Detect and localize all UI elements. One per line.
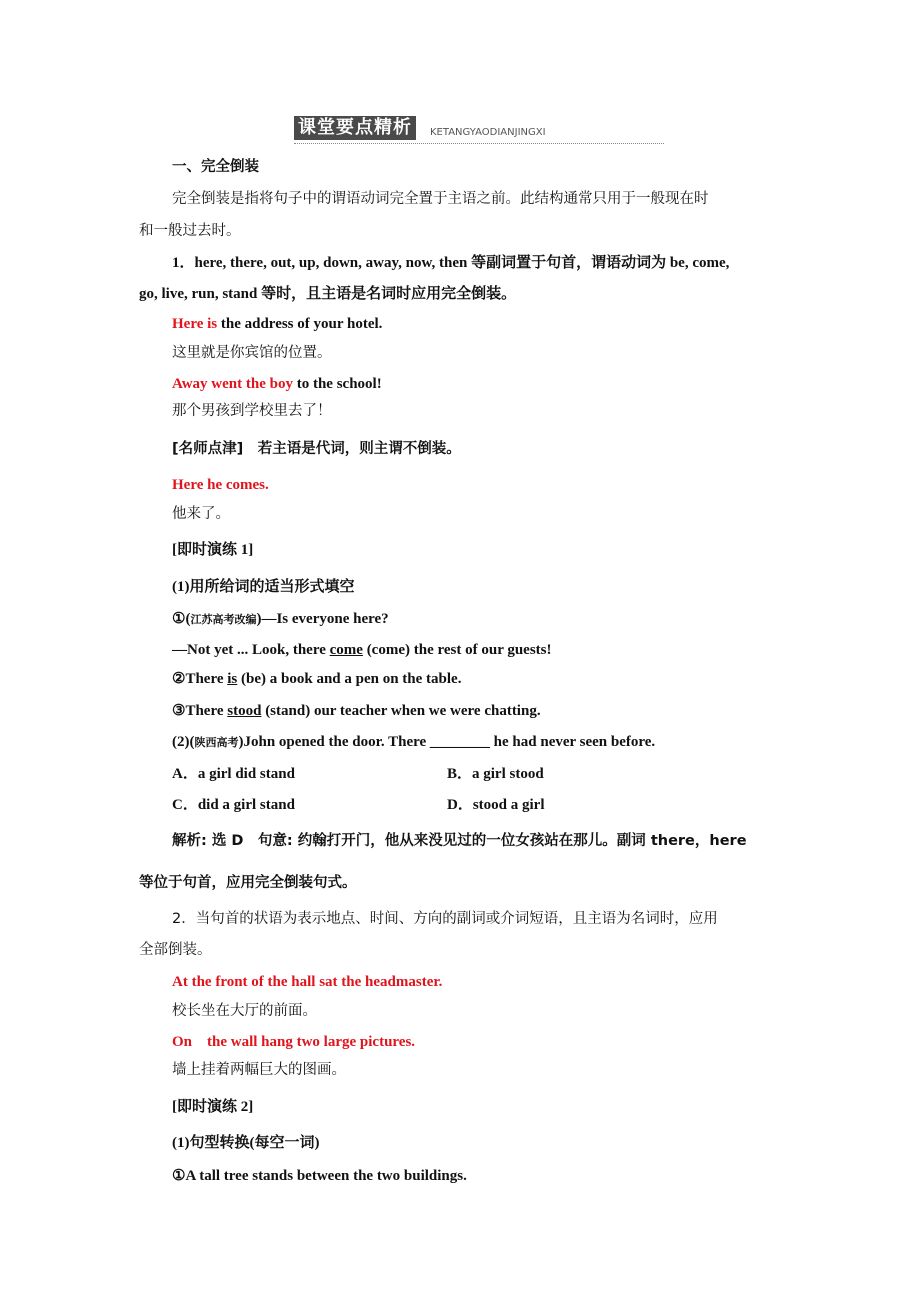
translation: 他来了。 <box>172 506 230 522</box>
source: 江苏高考改编 <box>190 613 257 626</box>
example-sentence: On the wall hang two large pictures. <box>172 1034 416 1050</box>
question-item <box>172 641 552 659</box>
translation: 墙上挂着两幅巨大的图画。 <box>172 1062 346 1078</box>
teacher-tip: [名师点津] 若主语是代词，则主谓不倒装。 <box>172 441 461 457</box>
paragraph: 和一般过去时。 <box>139 223 241 239</box>
text: )John opened the door. There ________ he had never seen before. <box>238 734 656 750</box>
rule-1-cont: go, live, run, stand 等时，且主语是名词时应用完全倒装。 <box>139 286 517 302</box>
example-sentence: Here he comes. <box>172 477 269 493</box>
example-sentence: At the front of the hall sat the headmaster. <box>172 974 443 990</box>
answer-explanation: 解析: 选 D 句意: 约翰打开门，他从来没见过的一位女孩站在那儿。副词 there，here <box>172 833 747 849</box>
option-c: C．did a girl stand <box>172 797 295 813</box>
heading-full-inversion: 一、完全倒装 <box>172 159 259 175</box>
highlight: Away went the boy <box>172 376 293 392</box>
question: (1)句型转换(每空一词) <box>172 1135 320 1151</box>
question: (1)用所给词的适当形式填空 <box>172 579 355 595</box>
rule-1: 1．here, there, out, up, down, away, now, then 等副词置于句首，谓语动词为 be, come, <box>172 255 730 271</box>
question <box>172 733 655 752</box>
answer: is <box>227 671 238 687</box>
text: to the school! <box>292 376 382 392</box>
text: )—Is everyone here? <box>256 611 389 627</box>
option-d: D．stood a girl <box>447 797 545 813</box>
answer: come <box>329 642 363 658</box>
question-item <box>172 702 541 720</box>
option-a: A．a girl did stand <box>172 766 295 782</box>
text: the address of your hotel. <box>217 316 383 332</box>
drill-heading: [即时演练 1] <box>172 542 254 558</box>
dotted-divider <box>294 143 664 144</box>
question-item <box>172 670 461 688</box>
translation: 校长坐在大厅的前面。 <box>172 1003 317 1019</box>
text: ③There <box>172 703 228 719</box>
translation: 这里就是你宾馆的位置。 <box>172 345 332 361</box>
source: 陕西高考 <box>194 736 239 749</box>
section-subtitle: KETANGYAODIANJINGXI <box>430 127 546 138</box>
paragraph: 完全倒装是指将句子中的谓语动词完全置于主语之前。此结构通常只用于一般现在时 <box>172 191 709 207</box>
section-title: 课堂要点精析 <box>294 116 416 140</box>
highlight: Here is <box>172 316 218 332</box>
text: (be) a book and a pen on the table. <box>237 671 462 687</box>
example-sentence <box>172 375 382 393</box>
text: (stand) our teacher when we were chatting. <box>261 703 541 719</box>
text: ②There <box>172 671 228 687</box>
drill-heading: [即时演练 2] <box>172 1099 254 1115</box>
text: (2)( <box>172 734 195 750</box>
rule-2-cont: 全部倒装。 <box>139 942 212 958</box>
option-b: B．a girl stood <box>447 766 544 782</box>
question-item: ①A tall tree stands between the two buildings. <box>172 1168 467 1184</box>
answer-explanation-cont: 等位于句首，应用完全倒装句式。 <box>139 875 357 891</box>
text: (come) the rest of our guests! <box>362 642 552 658</box>
text: ①( <box>172 611 191 627</box>
section-header <box>294 116 664 146</box>
answer: stood <box>227 703 262 719</box>
example-sentence <box>172 315 382 333</box>
question-item <box>172 610 389 629</box>
translation: 那个男孩到学校里去了！ <box>172 403 332 419</box>
rule-2: 2．当句首的状语为表示地点、时间、方向的副词或介词短语，且主语为名词时，应用 <box>172 911 718 927</box>
text: —Not yet ... Look, there <box>172 642 330 658</box>
